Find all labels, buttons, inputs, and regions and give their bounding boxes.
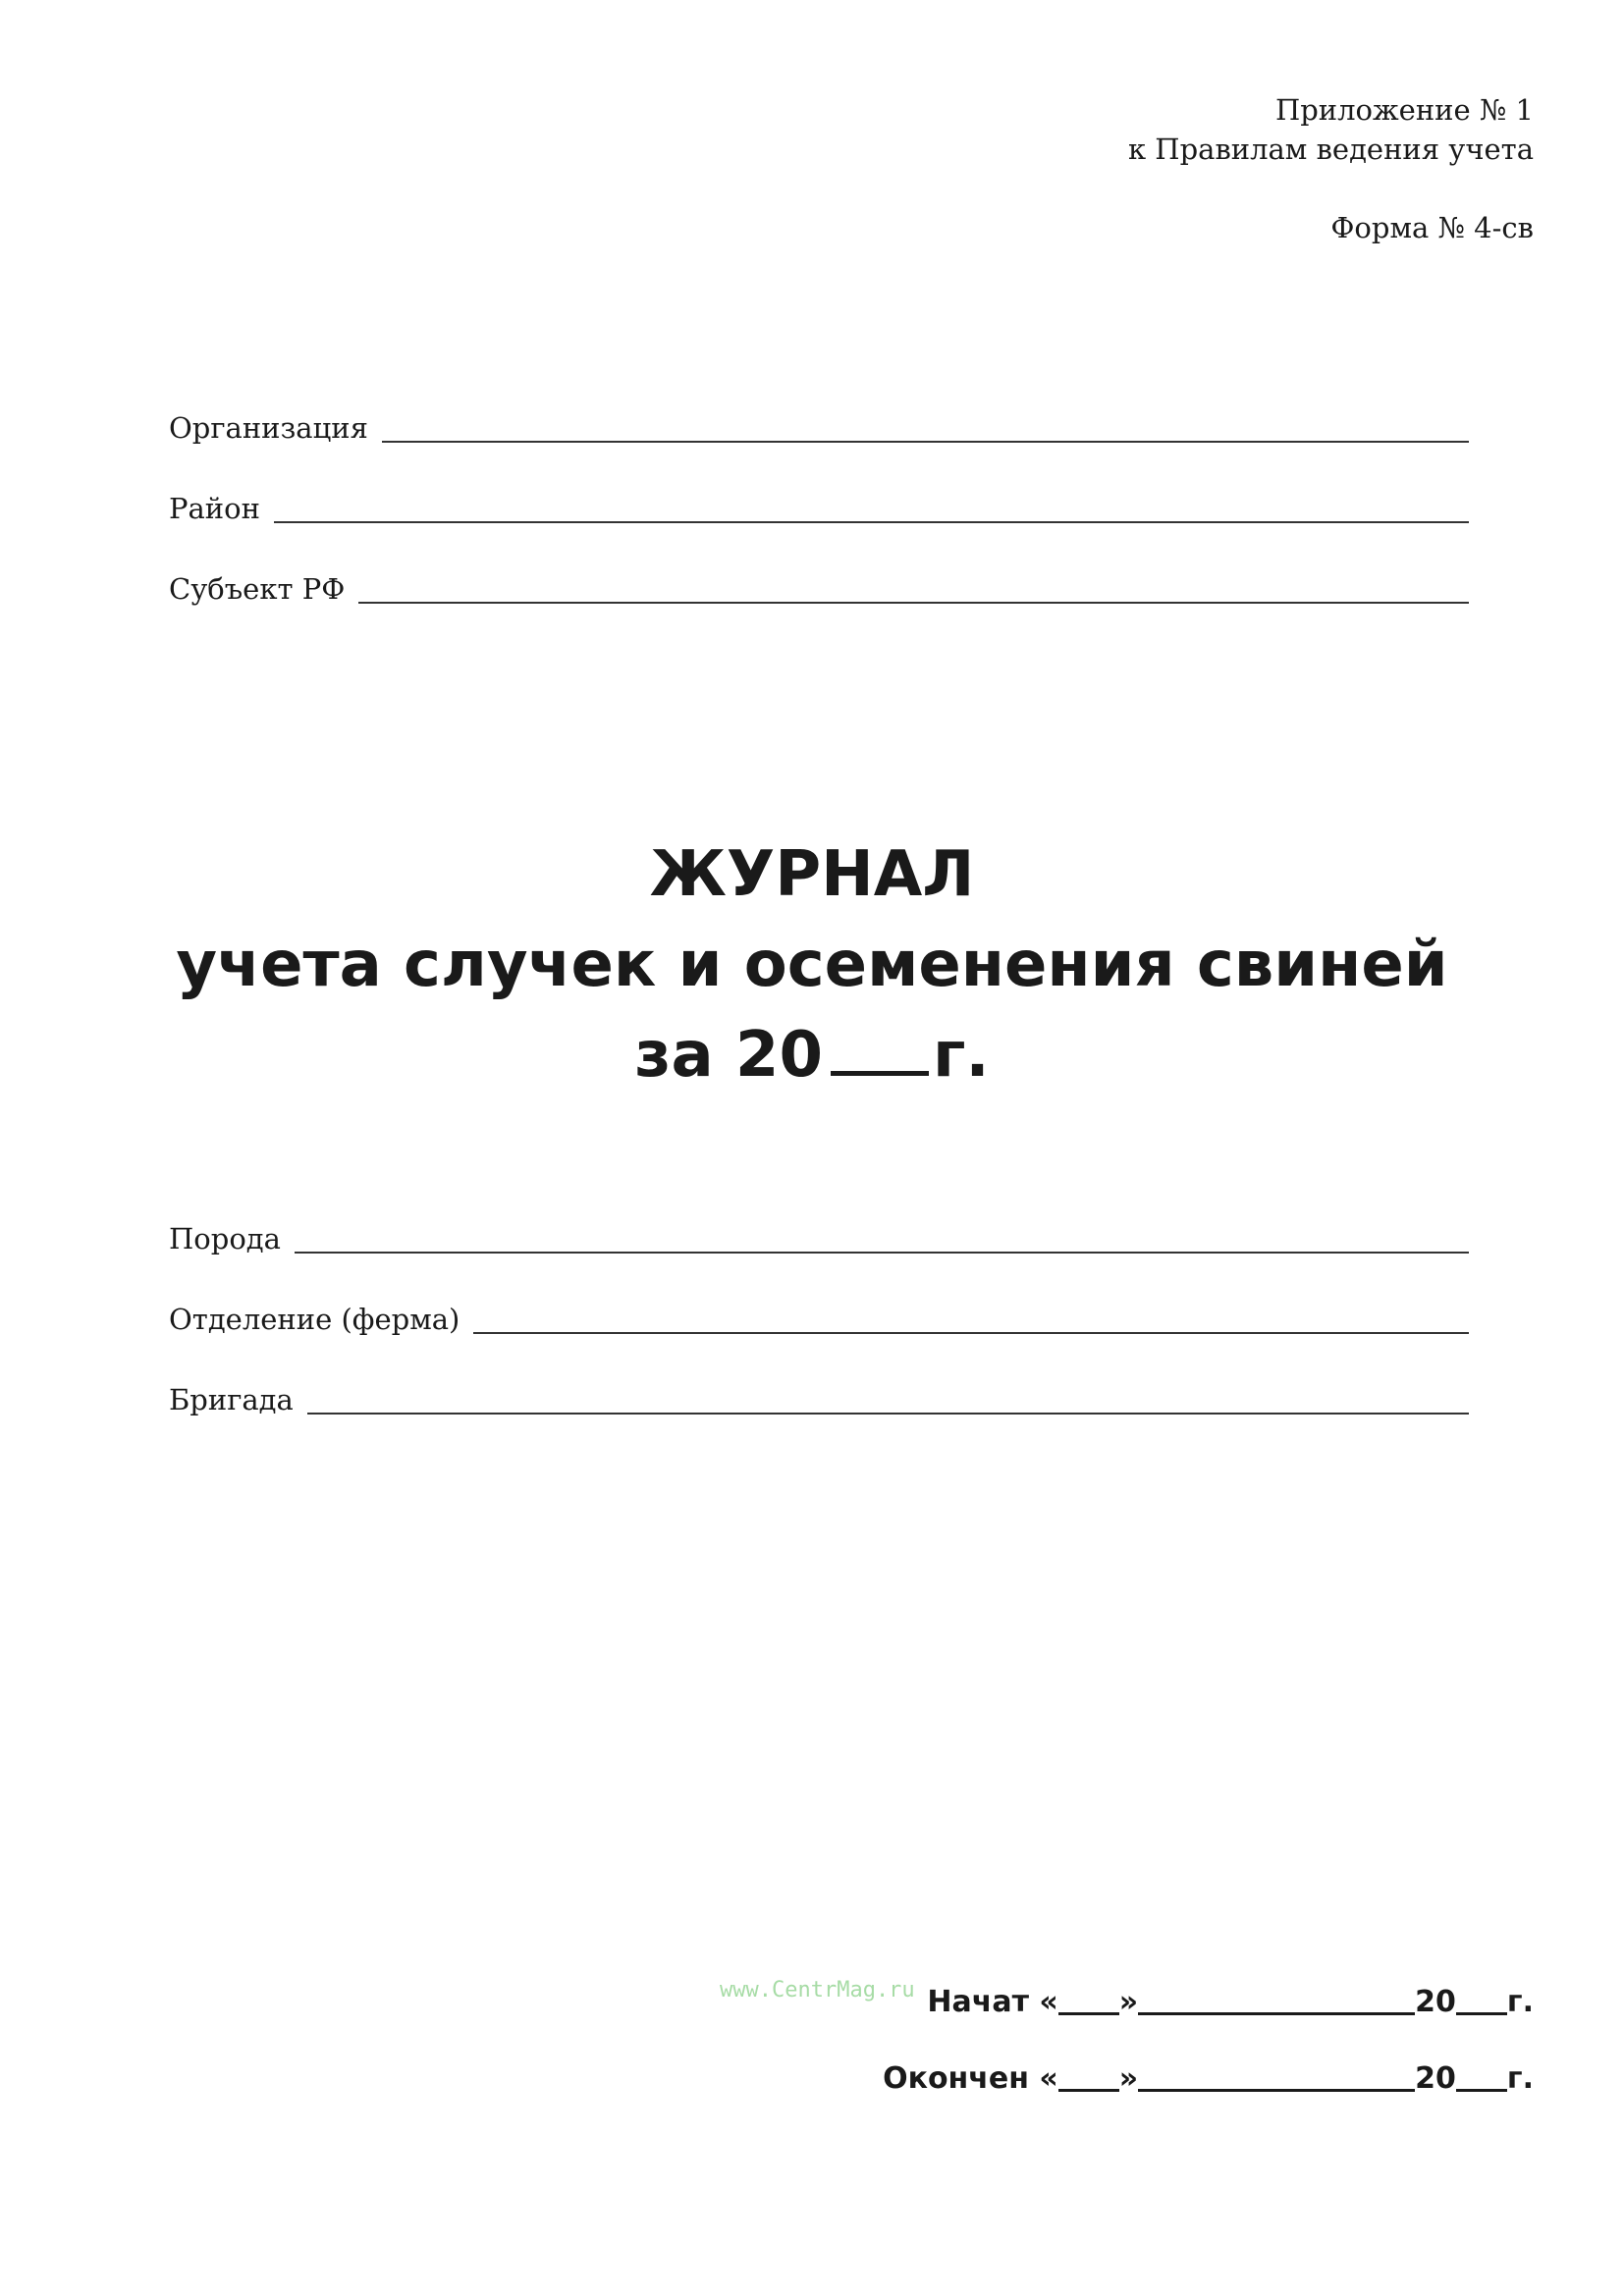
title-line-3 [0, 1010, 1624, 1100]
department-line[interactable] [473, 1332, 1469, 1334]
organization-field[interactable] [169, 410, 1469, 446]
started-day-blank[interactable] [1058, 2012, 1119, 2015]
finished-date-row [883, 2061, 1534, 2097]
department-label: Отделение (ферма) [169, 1303, 460, 1336]
organization-label: Организация [169, 411, 368, 445]
brigade-line[interactable] [307, 1413, 1469, 1415]
title-year-suffix: г. [932, 1019, 990, 1092]
finished-quote-close: » [1118, 2061, 1139, 2096]
journal-title [0, 829, 1624, 1100]
started-quote-close: » [1118, 1985, 1139, 2019]
finished-year-suffix: г. [1506, 2061, 1534, 2096]
title-year-blank[interactable] [831, 1071, 929, 1076]
form-number: Форма № 4-св [1330, 211, 1534, 244]
finished-century: 20 [1415, 2061, 1456, 2096]
started-date-row [927, 1985, 1534, 2020]
started-year-blank[interactable] [1456, 2012, 1507, 2015]
rules-reference: к Правилам ведения учета [1127, 133, 1534, 166]
district-label: Район [169, 492, 260, 525]
finished-year-blank[interactable] [1456, 2089, 1507, 2092]
appendix-label: Приложение № 1 [1274, 93, 1534, 127]
started-year-suffix: г. [1506, 1985, 1534, 2019]
document-header [1128, 90, 1534, 247]
department-field[interactable] [169, 1302, 1469, 1337]
started-month-blank[interactable] [1138, 2012, 1415, 2015]
breed-line[interactable] [295, 1252, 1469, 1254]
district-line[interactable] [274, 521, 1469, 523]
finished-month-blank[interactable] [1138, 2089, 1415, 2092]
finished-label: Окончен « [883, 2061, 1058, 2096]
region-label: Субъект РФ [169, 572, 346, 606]
title-line-2: учета случек и осеменения свиней [176, 929, 1448, 1001]
title-year-prefix: за 20 [634, 1019, 823, 1092]
finished-day-blank[interactable] [1058, 2089, 1119, 2092]
title-line-1: ЖУРНАЛ [649, 838, 975, 911]
started-century: 20 [1415, 1985, 1456, 2019]
breed-label: Порода [169, 1222, 281, 1255]
region-line[interactable] [358, 602, 1469, 604]
started-label: Начат « [927, 1985, 1058, 2019]
breed-field[interactable] [169, 1221, 1469, 1256]
organization-line[interactable] [382, 441, 1469, 443]
region-field[interactable] [169, 571, 1469, 607]
district-field[interactable] [169, 491, 1469, 526]
watermark-text: www.CentrMag.ru [720, 1978, 915, 2002]
brigade-label: Бригада [169, 1383, 294, 1416]
brigade-field[interactable] [169, 1382, 1469, 1417]
